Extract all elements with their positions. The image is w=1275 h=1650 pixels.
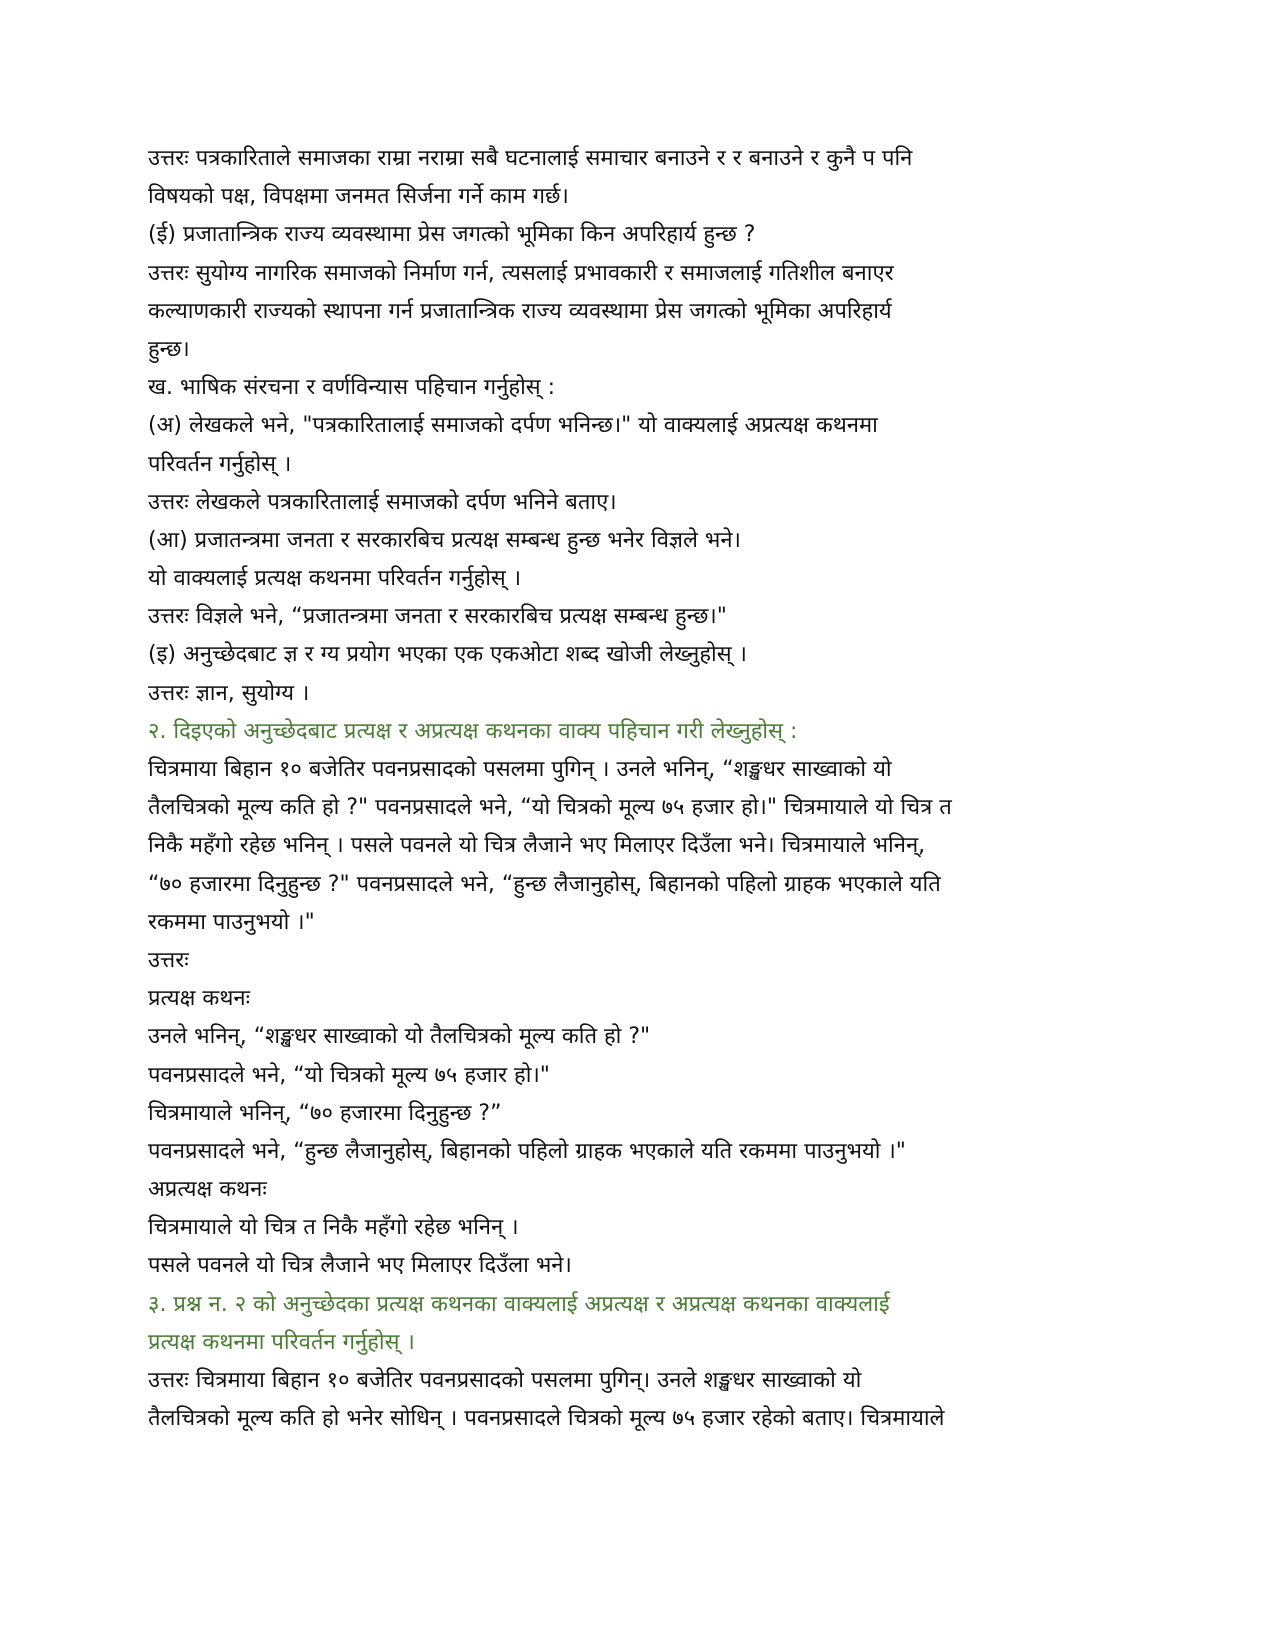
text-line: तैलचित्रको मूल्य कति हो ?" पवनप्रसादले भने, “यो चित्रको मूल्य ७५ हजार हो।" चित्रमायाले यो चित्र त: [148, 795, 952, 821]
text-line: चित्रमाया बिहान १० बजेतिर पवनप्रसादको पसलमा पुगिन् । उनले भनिन्, “शङ्खधर साख्वाको यो: [148, 757, 892, 782]
text-line: प्रत्यक्ष कथनः: [148, 986, 251, 1012]
text-line: (आ) प्रजातन्त्रमा जनता र सरकारबिच प्रत्यक्ष सम्बन्ध हुन्छ भनेर विज्ञले भने।: [148, 527, 741, 553]
text-line: रकममा पाउनुभयो ।": [148, 909, 315, 935]
text-line: विषयको पक्ष, विपक्षमा जनमत सिर्जना गर्ने काम गर्छ।: [148, 184, 569, 210]
text-line: उत्तरः लेखकले पत्रकारितालाई समाजको दर्पण भनिने बताए।: [148, 489, 617, 515]
text-line: ख. भाषिक संरचना र वर्णविन्यास पहिचान गर्नुहोस् :: [148, 375, 556, 401]
text-line: (इ) अनुच्छेदबाट ज्ञ र ग्य प्रयोग भएका एक एकओटा शब्द खोजी लेख्नुहोस् ।: [148, 642, 747, 668]
text-line: परिवर्तन गर्नुहोस् ।: [148, 451, 292, 477]
text-line: पवनप्रसादले भने, “यो चित्रको मूल्य ७५ हजार हो।": [148, 1062, 550, 1088]
text-line: उत्तरः चित्रमाया बिहान १० बजेतिर पवनप्रसादको पसलमा पुगिन्। उनले शङ्खधर साख्वाको यो: [148, 1368, 862, 1393]
text-line: (अ) लेखकले भने, "पत्रकारितालाई समाजको दर्पण भनिन्छ।" यो वाक्यलाई अप्रत्यक्ष कथनमा: [148, 413, 878, 439]
text-line: उत्तरः पत्रकारिताले समाजका राम्रा नराम्रा सबै घटनालाई समाचार बनाउने र र बनाउने र कुनै प पनि: [148, 146, 913, 171]
text-line: पवनप्रसादले भने, “हुन्छ लैजानुहोस्, बिहानको पहिलो ग्राहक भएकाले यति रकममा पाउनुभयो ।": [148, 1138, 906, 1164]
text-line: निकै महँगो रहेछ भनिन् । पसले पवनले यो चित्र लैजाने भए मिलाएर दिउँला भने। चित्रमायाले भनिन्,: [148, 833, 926, 859]
text-line: हुन्छ।: [148, 336, 190, 362]
section-heading-line: प्रत्यक्ष कथनमा परिवर्तन गर्नुहोस् ।: [148, 1329, 415, 1355]
text-line: उत्तरः: [148, 947, 189, 973]
text-line: “७० हजारमा दिनुहुन्छ ?" पवनप्रसादले भने, “हुन्छ लैजानुहोस्, बिहानको पहिलो ग्राहक भएकाले यति: [148, 871, 941, 897]
text-line: उनले भनिन्, “शङ्खधर साख्वाको यो तैलचित्रको मूल्य कति हो ?": [148, 1024, 651, 1050]
text-line: उत्तरः सुयोग्य नागरिक समाजको निर्माण गर्न, त्यसलाई प्रभावकारी र समाजलाई गतिशील बनाएर: [148, 260, 894, 286]
text-line: चित्रमायाले भनिन्, “७० हजारमा दिनुहुन्छ ?”: [148, 1100, 502, 1126]
text-line: यो वाक्यलाई प्रत्यक्ष कथनमा परिवर्तन गर्नुहोस् ।: [148, 566, 522, 592]
text-line: तैलचित्रको मूल्य कति हो भनेर सोधिन् । पवनप्रसादले चित्रको मूल्य ७५ हजार रहेको बताए। चित्रमायाले: [148, 1406, 945, 1432]
section-heading-line: २. दिइएको अनुच्छेदबाट प्रत्यक्ष र अप्रत्यक्ष कथनका वाक्य पहिचान गरी लेख्नुहोस् :: [148, 718, 798, 744]
text-line: उत्तरः विज्ञले भने, “प्रजातन्त्रमा जनता र सरकारबिच प्रत्यक्ष सम्बन्ध हुन्छ।": [148, 604, 727, 630]
text-line: उत्तरः ज्ञान, सुयोग्य ।: [148, 680, 310, 706]
text-line: (ई) प्रजातान्त्रिक राज्य व्यवस्थामा प्रेस जगत्को भूमिका किन अपरिहार्य हुन्छ ?: [148, 222, 756, 248]
section-heading-line: ३. प्रश्न न. २ को अनुच्छेदका प्रत्यक्ष कथनका वाक्यलाई अप्रत्यक्ष र अप्रत्यक्ष कथनका वाक्यलाई: [148, 1291, 890, 1317]
text-line: कल्याणकारी राज्यको स्थापना गर्न प्रजातान्त्रिक राज्य व्यवस्थामा प्रेस जगत्को भूमिका अपरिहार्य: [148, 298, 892, 324]
text-line: चित्रमायाले यो चित्र त निकै महँगो रहेछ भनिन् ।: [148, 1215, 519, 1241]
text-line: अप्रत्यक्ष कथनः: [148, 1177, 267, 1203]
document-body: [148, 140, 1128, 1438]
text-line: पसले पवनले यो चित्र लैजाने भए मिलाएर दिउँला भने।: [148, 1253, 572, 1279]
